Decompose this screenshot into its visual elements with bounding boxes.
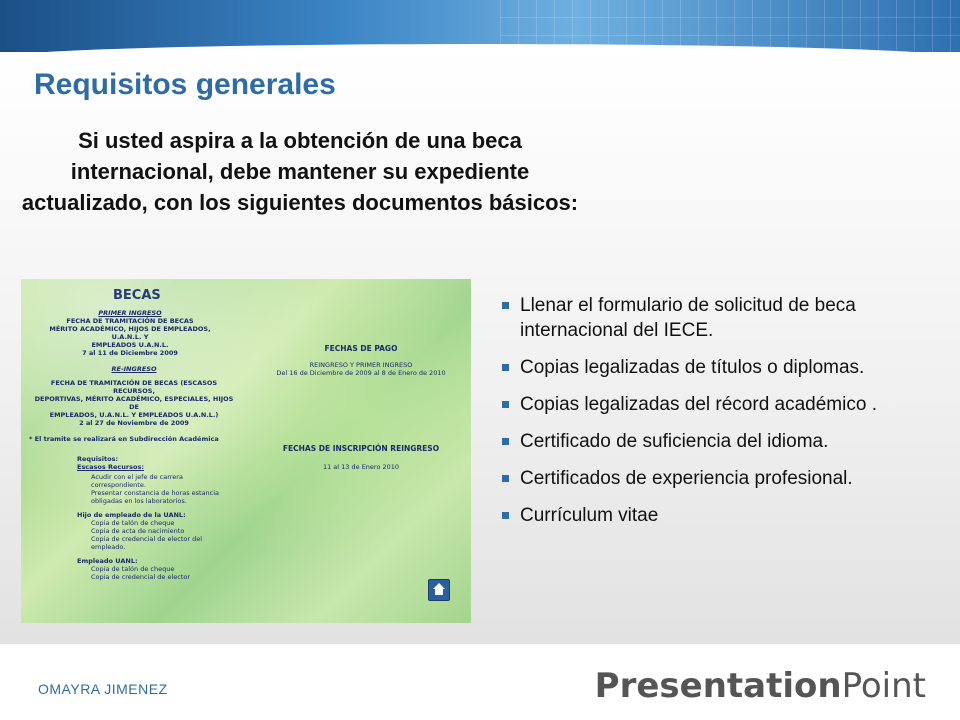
list-item	[500, 466, 920, 491]
list-item	[500, 355, 920, 380]
image-er2b: obligadas en los laboratorios.	[91, 497, 187, 505]
requirement-text: Certificados de experiencia profesional.	[520, 468, 853, 489]
image-primer-ingreso: PRIMER INGRESO	[98, 309, 162, 317]
requirement-text: Certificado de suficiencia del idioma.	[520, 431, 829, 452]
image-fecha-tram2: FECHA DE TRAMITACIÓN DE BECAS (ESCASOS RECURSOS,	[50, 379, 218, 395]
requirement-text: Copias legalizadas de títulos o diplomas.	[520, 357, 865, 378]
image-e2: Copia de credencial de elector	[91, 573, 191, 581]
image-fechas-inscripcion: FECHAS DE INSCRIPCIÓN REINGRESO	[282, 444, 440, 453]
image-e1: Copia de talón de cheque	[91, 565, 175, 573]
image-h2: Copia de acta de nacimiento	[91, 527, 185, 535]
image-pago-block	[261, 345, 461, 377]
square-bullet-icon	[502, 302, 509, 309]
square-bullet-icon	[502, 512, 509, 519]
requirements-list	[500, 293, 920, 540]
image-hijo: Hijo de empleado de la UANL:	[77, 511, 186, 519]
image-fechas-pago: FECHAS DE PAGO	[324, 344, 398, 353]
footer-author: OMAYRA JIMENEZ	[38, 681, 168, 697]
image-inscripcion-block	[261, 445, 461, 471]
logo-bold-text: Presentation	[594, 666, 842, 706]
image-tramite-note: * El tramite se realizará en Subdirección Académica	[29, 435, 219, 443]
image-requisitos-block	[77, 455, 247, 581]
home-icon	[428, 579, 450, 601]
image-pago-fechas: Del 16 de Diciembre de 2009 al 8 de Enero de 2010	[276, 369, 446, 377]
image-becas-heading: BECAS	[113, 288, 161, 303]
image-fechas1: 7 al 11 de Diciembre 2009	[82, 349, 178, 357]
square-bullet-icon	[502, 438, 509, 445]
requirement-text: Copias legalizadas del récord académico .	[520, 394, 877, 415]
presentationpoint-logo	[595, 666, 926, 706]
list-item	[500, 429, 920, 454]
image-escasos: Escasos Recursos:	[77, 463, 144, 471]
logo-regular-text: Point	[841, 666, 926, 706]
becas-announcement-image	[21, 279, 471, 623]
square-bullet-icon	[502, 475, 509, 482]
image-er1b: correspondiente.	[91, 481, 146, 489]
image-fecha-tramitacion: FECHA DE TRAMITACIÓN DE BECAS	[66, 317, 194, 325]
list-item	[500, 503, 920, 528]
requirement-text: Currículum vitae	[520, 505, 659, 526]
slide-subtitle: Si usted aspira a la obtención de una beca internacional, debe mantener su expediente actualizado, con los siguientes documentos básicos:	[21, 128, 579, 215]
slide-title: Requisitos generales	[34, 68, 336, 101]
image-deportivas: DEPORTIVAS, MÉRITO ACADÉMICO, ESPECIALES, HIJOS DE	[34, 395, 234, 411]
image-reingreso-block	[29, 365, 239, 427]
list-item	[500, 293, 920, 343]
image-h3b: empleado.	[91, 543, 126, 551]
image-fechas2: 2 al 27 de Noviembre de 2009	[79, 419, 189, 427]
image-primer-ingreso-block	[35, 309, 225, 357]
requirement-text: Llenar el formulario de solicitud de beca internacional del IECE.	[520, 295, 856, 341]
image-h1: Copia de talón de cheque	[91, 519, 175, 527]
image-h3: Copia de credencial de elector del	[91, 535, 203, 543]
square-bullet-icon	[502, 364, 509, 371]
image-reingreso: RE-INGRESO	[111, 365, 157, 373]
image-merito: MÉRITO ACADÉMICO, HIJOS DE EMPLEADOS, U.A.N.L. Y	[49, 325, 211, 341]
square-bullet-icon	[502, 401, 509, 408]
image-empleados2: EMPLEADOS, U.A.N.L. Y EMPLEADOS U.A.N.L.)	[49, 411, 219, 419]
image-er1: Acudir con el jefe de carrera	[91, 473, 183, 481]
image-empleados: EMPLEADOS U.A.N.L.	[91, 341, 169, 349]
header-band	[0, 0, 960, 52]
image-empleado: Empleado UANL:	[77, 557, 138, 565]
list-item	[500, 392, 920, 417]
image-er2: Presentar constancia de horas estancia	[91, 489, 220, 497]
image-reingreso-primer: REINGRESO Y PRIMER INGRESO	[309, 361, 413, 369]
image-inscripcion-fechas: 11 al 13 de Enero 2010	[322, 463, 400, 471]
image-requisitos: Requisitos:	[77, 455, 119, 463]
